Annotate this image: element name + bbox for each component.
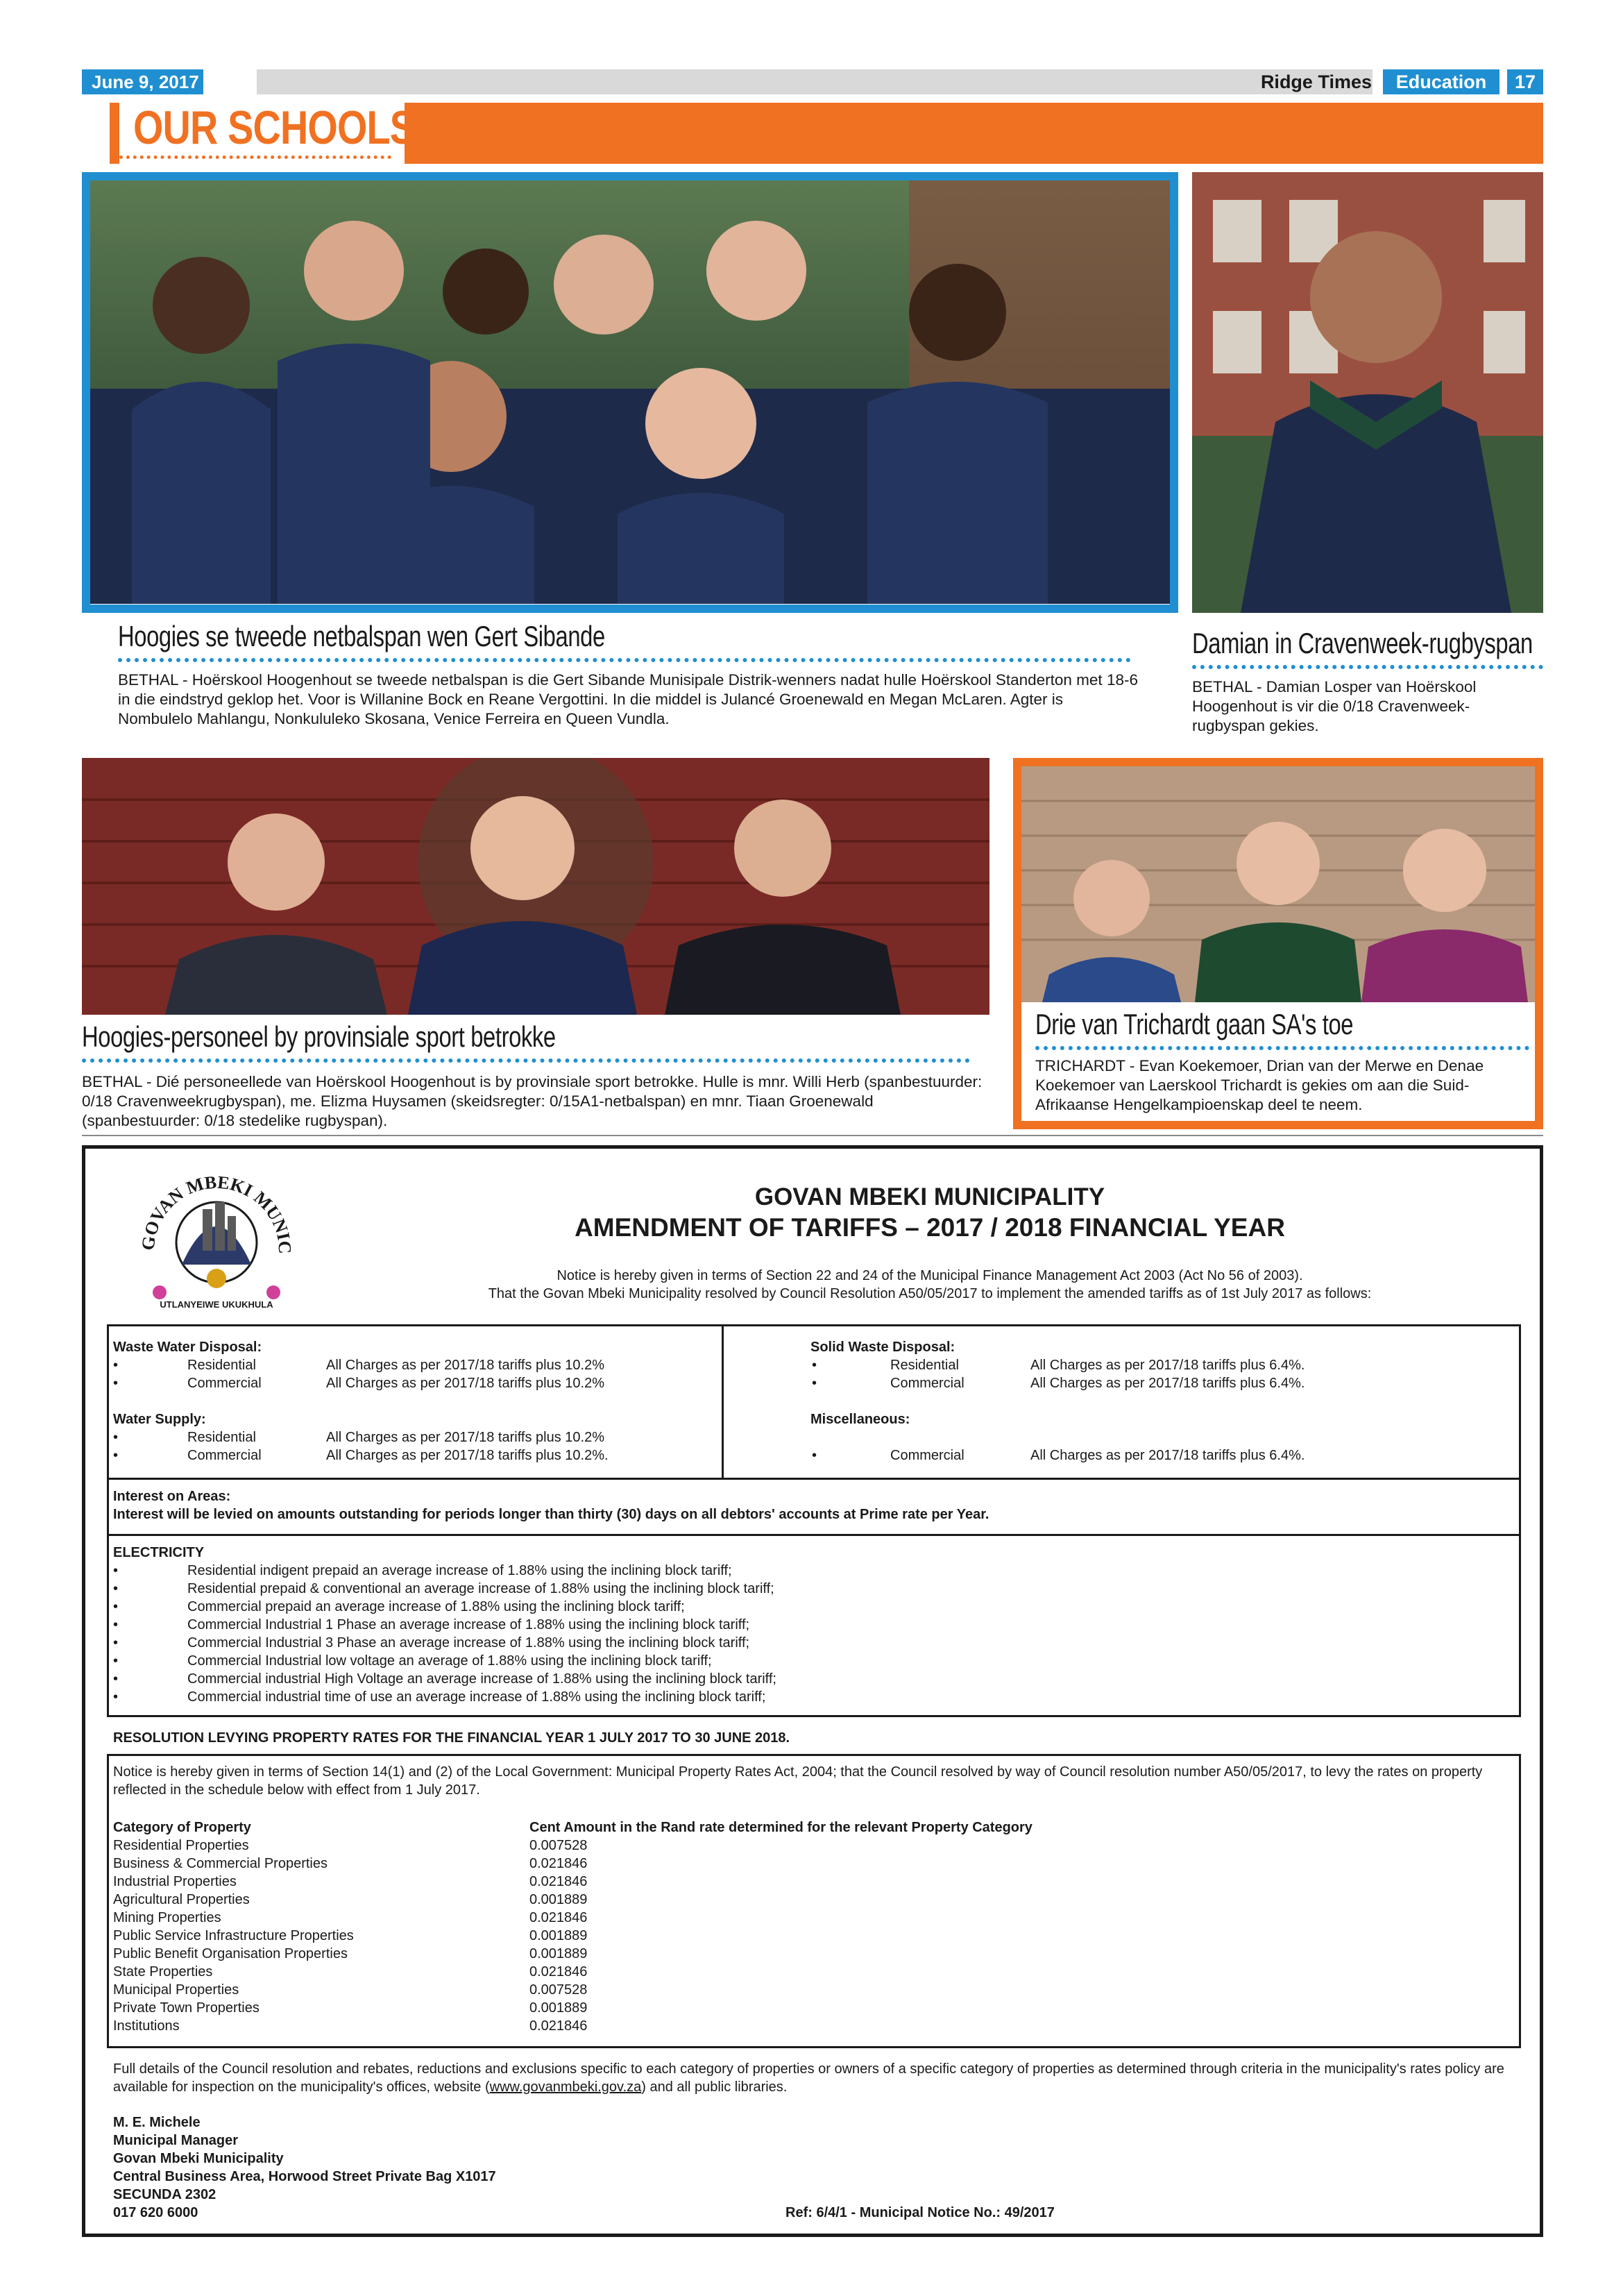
notice-subtitle: AMENDMENT OF TARIFFS – 2017 / 2018 FINANCIAL YEAR [575, 1213, 1285, 1242]
electricity-item: • Residential indigent prepaid an average increase of 1.88% using the inclining block tariff; [113, 1563, 732, 1578]
water-title: Water Supply: [113, 1412, 206, 1427]
tariffs-divider [722, 1324, 724, 1480]
rates-table-row: Public Benefit Organisation Properties 0.001889 [113, 1946, 588, 1961]
rates-table-row: Agricultural Properties 0.001889 [113, 1892, 588, 1907]
trichardt-headline-underline [1035, 1046, 1529, 1050]
trichardt-photo [1021, 766, 1535, 1002]
logo-lettering: GOVAN MBEKI MUNIC [137, 1172, 296, 1255]
notice-intro-1: Notice is hereby given in terms of Section 22 and 24 of the Municipal Finance Management Act 2003 (Act No 56 of 2003). [556, 1268, 1303, 1283]
misc-row: • Commercial All Charges as per 2017/18 tariffs plus 6.4%. [812, 1448, 1305, 1463]
rates-table-row: Private Town Properties 0.001889 [113, 2000, 588, 2016]
signoff-title: Municipal Manager [113, 2133, 239, 2148]
waste-water-section [113, 1338, 710, 1392]
signoff-address: Central Business Area, Horwood Street Private Bag X1017 [113, 2169, 496, 2184]
signoff-block [113, 2113, 738, 2222]
rates-table-row: Public Service Infrastructure Properties 0.001889 [113, 1928, 588, 1943]
electricity-section [113, 1544, 1508, 1706]
misc-title: Miscellaneous: [810, 1412, 910, 1427]
solid-waste-row: • Commercial All Charges as per 2017/18 tariffs plus 6.4%. [812, 1376, 1305, 1391]
section-tab: Education [1383, 69, 1499, 94]
electricity-item: • Commercial Industrial 1 Phase an average increase of 1.88% using the inclining block tariff; [113, 1617, 750, 1632]
damian-caption: BETHAL - Damian Losper van Hoërskool Hoogenhout is vir die 0/18 Cravenweek-rugbyspan gekies. [1192, 678, 1477, 734]
notice-separator [82, 1135, 1543, 1136]
rates-table-row: Mining Properties 0.021846 [113, 1910, 588, 1925]
interest-text: Interest will be levied on amounts outstanding for periods longer than thirty (30) days on all debtors' accounts at Prime rate per Year. [113, 1507, 989, 1522]
staff-photo [82, 758, 989, 1015]
municipality-logo [130, 1160, 303, 1322]
signoff-org: Govan Mbeki Municipality [113, 2151, 284, 2166]
water-row: • Commercial All Charges as per 2017/18 tariffs plus 10.2%. [113, 1448, 609, 1463]
electricity-title: ELECTRICITY [113, 1545, 205, 1560]
solid-waste-section [810, 1338, 1504, 1392]
staff-headline: Hoogies-personeel by provinsiale sport betrokke [82, 1020, 556, 1053]
full-details: Full details of the Council resolution and rebates, reductions and exclusions specific to each category of properties or owners of a specific category of properties as determined through criteria in the municipality's rates policy are available for inspection on the municipality's offices, website (www.govanmbeki.gov.za) and all public libraries. [113, 2061, 1504, 2095]
solid-waste-row: • Residential All Charges as per 2017/18 tariffs plus 6.4%. [812, 1358, 1305, 1373]
rates-table-row: Municipal Properties 0.007528 [113, 1982, 588, 1998]
issue-date: June 9, 2017 [82, 69, 203, 94]
water-section [113, 1410, 710, 1464]
misc-section [810, 1410, 1504, 1464]
rates-table-header: Category of Property Cent Amount in the Rand rate determined for the relevant Property Category [113, 1820, 1033, 1835]
section-band [405, 103, 1543, 164]
netball-headline-underline [118, 658, 1131, 662]
electricity-item: • Commercial industrial time of use an average increase of 1.88% using the inclining block tariff; [113, 1689, 766, 1705]
damian-headline-underline [1192, 665, 1543, 669]
header-band [257, 69, 1373, 94]
page-number: 17 [1507, 69, 1543, 94]
solid-waste-title: Solid Waste Disposal: [810, 1340, 955, 1355]
rates-table-row: Residential Properties 0.007528 [113, 1838, 588, 1853]
netball-headline: Hoogies se tweede netbalspan wen Gert Sibande [118, 620, 605, 652]
staff-headline-underline [82, 1058, 970, 1063]
interest-title: Interest on Areas: [113, 1489, 231, 1504]
trichardt-caption: TRICHARDT - Evan Koekemoer, Drian van der Merwe en Denae Koekemoer van Laerskool Trichardt is gekies om aan die Suid-Afrikaanse Hengelkampioenskap deel te neem. [1035, 1057, 1484, 1113]
rates-table-row: Institutions 0.021846 [113, 2018, 588, 2034]
section-title-underline [119, 155, 391, 159]
signoff-city: SECUNDA 2302 [113, 2187, 216, 2202]
electricity-item: • Residential prepaid & conventional an average increase of 1.88% using the inclining block tariff; [113, 1581, 774, 1596]
rates-table-row: Industrial Properties 0.021846 [113, 1874, 588, 1889]
notice-reference: Ref: 6/4/1 - Municipal Notice No.: 49/2017 [785, 2205, 1055, 2220]
section-title: OUR SCHOOLS [133, 101, 416, 154]
notice-intro-2: That the Govan Mbeki Municipality resolved by Council Resolution A50/05/2017 to implement the amended tariffs as of 1st July 2017 as follows: [488, 1286, 1372, 1301]
electricity-item: • Commercial industrial High Voltage an average increase of 1.88% using the inclining block tariff; [113, 1671, 776, 1687]
newspaper-name: Ridge Times [1260, 71, 1372, 92]
waste-water-row: • Residential All Charges as per 2017/18 tariffs plus 10.2% [113, 1358, 604, 1373]
electricity-item: • Commercial Industrial 3 Phase an average increase of 1.88% using the inclining block tariff; [113, 1635, 750, 1651]
water-row: • Residential All Charges as per 2017/18 tariffs plus 10.2% [113, 1430, 604, 1445]
electricity-item: • Commercial Industrial low voltage an average of 1.88% using the inclining block tariff; [113, 1653, 712, 1669]
rates-intro: Notice is hereby given in terms of Section 14(1) and (2) of the Local Government: Municipal Property Rates Act, 2004; that the Council resolved by way of Council resolution number A50/05/2017, to levy the rates on property reflected in the schedule below with effect from 1 July 2017. [113, 1764, 1483, 1798]
notice-title: GOVAN MBEKI MUNICIPALITY [754, 1183, 1105, 1210]
signoff-phone: 017 620 6000 [113, 2205, 198, 2220]
rates-table-row: State Properties 0.021846 [113, 1964, 588, 1980]
logo-motto: UTLANYEIWE UKUKHULA [160, 1299, 273, 1310]
waste-water-title: Waste Water Disposal: [113, 1340, 262, 1355]
damian-headline: Damian in Cravenweek-rugbyspan [1192, 627, 1533, 659]
trichardt-headline: Drie van Trichardt gaan SA's toe [1035, 1008, 1354, 1040]
section-marker [110, 103, 119, 164]
interest-section [113, 1487, 1508, 1523]
electricity-item: • Commercial prepaid an average increase of 1.88% using the inclining block tariff; [113, 1599, 685, 1614]
netball-caption: BETHAL - Hoërskool Hoogenhout se tweede netbalspan is die Gert Sibande Munisipale Distrik-wenners nadat hulle Hoërskool Standerton met 18-6 in die eindstryd geklop het. Voor is Willanine Bock en Reane Vergottini. In die middel is Julancé Groenewald en Megan McLaren. Agter is Nombulelo Mahlangu, Nonkululeko Skosana, Venice Ferreira en Queen Vundla. [118, 671, 1138, 727]
signoff-name: M. E. Michele [113, 2115, 201, 2130]
damian-photo [1192, 172, 1543, 613]
rates-table-row: Business & Commercial Properties 0.021846 [113, 1856, 588, 1871]
rates-heading: RESOLUTION LEVYING PROPERTY RATES FOR THE FINANCIAL YEAR 1 JULY 2017 TO 30 JUNE 2018. [113, 1730, 790, 1746]
waste-water-row: • Commercial All Charges as per 2017/18 tariffs plus 10.2% [113, 1376, 604, 1391]
netball-team-photo [90, 180, 1170, 604]
rates-table [113, 1818, 1508, 2035]
website-link[interactable]: www.govanmbeki.gov.za [489, 2079, 642, 2095]
staff-caption: BETHAL - Dié personeellede van Hoërskool Hoogenhout is by provinsiale sport betrokke. Hulle is mnr. Willi Herb (spanbestuurder: 0/18 Cravenweekrugbyspan), me. Elizma Huysamen (skeidsregter: 0/15A1-netbalspan) en mnr. Tiaan Groenewald (spanbestuurder: 0/18 stedelike rugbyspan). [82, 1073, 983, 1129]
